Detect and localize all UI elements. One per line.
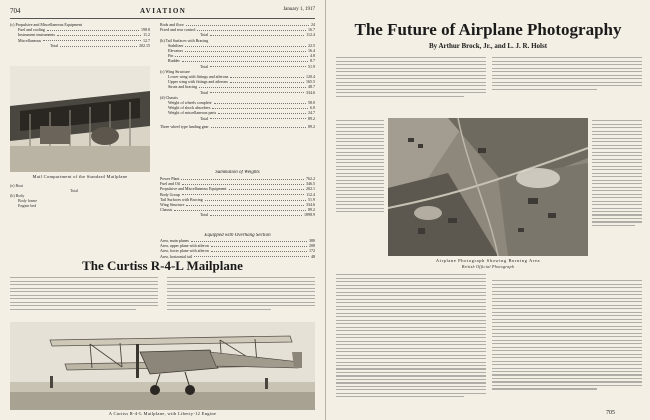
table-row: Power Plant 762.2 [160,176,315,181]
article-body-right [167,275,315,321]
table-row: Propulsive and Miscellaneous Equipment 202.1 [160,186,315,192]
table-row: Area, lower plane with aileron 172 [160,248,315,254]
table-row: (d) Chassis [160,94,178,100]
table-row: Total 51.9 [200,63,315,69]
table-row: Elevators 16.4 [168,48,315,54]
intro-right-column [492,55,642,115]
table-row: Total 334.6 [200,89,315,95]
table-row: Upper wing with fittings and ailerons 165.5 [168,79,315,85]
table-row: Three wheel type landing gear 89.2 [160,123,315,129]
table-row: Area, upper plane with aileron 208 [160,243,315,249]
summation-title: Summation of Weights [215,170,260,175]
body-right-column [492,278,642,406]
overhang-table [160,233,315,259]
table-row: Miscellaneous 12.7 [18,37,150,43]
weights-table [160,22,315,172]
table-row: Fuel and cooling 198.8 [18,27,150,33]
aerial-photo [388,118,588,256]
table-row: Total 112.4 [200,32,315,38]
table-row: Instrument instruments 11.2 [18,32,150,38]
table-row: Weight of shock absorbers 6.0 [168,105,315,111]
byline: By Arthur Brock, Jr., and L. J. R. Holst [428,42,548,50]
page-number: 705 [606,410,615,416]
summation-table [160,170,315,232]
narrow-column-left [336,118,384,253]
article-body-left [10,275,158,321]
table-row: Lower wing with fittings and ailerons 120.4 [168,74,315,80]
table-row: Tail Surfaces with Bracing 51.9 [160,196,315,202]
aerial-photo-caption: Airplane Photograph Showing Burning Area [435,258,541,263]
left-notes: (e) Boat Total (b) Body Body frame Engine bed [10,183,79,208]
table-row: Area, main planes 380 [160,238,315,243]
table-row: Fin 4.8 [168,53,315,59]
narrow-column-right [592,118,642,273]
table-row: Chassis 89.2 [160,207,315,213]
table-row: Fixed and rear control 16.7 [160,27,315,33]
table-row: Weight of miscellaneous parts 24.7 [168,110,315,116]
aerial-photo-credit: British Official Photograph [461,264,515,269]
table-row: Total 1898.9 [200,212,315,218]
mail-compartment-photo [10,66,150,172]
table-row: Rods and floor 24 [160,22,315,27]
table-row: Stabilizer 22.5 [168,42,315,48]
issue-date: January 1, 1917 [283,7,315,12]
article-title: The Future of Airplane Photography [354,20,622,39]
intro-left-column [336,55,486,115]
table-row: Area, horizontal tail 48 [160,253,315,259]
page-number: 704 [10,7,21,15]
right-page [326,0,650,420]
mailplane-photo [10,322,315,410]
table-row: Total 89.2 [200,115,315,121]
equipment-table [10,22,150,64]
running-title: AVIATION [140,7,187,15]
mailplane-caption: A Curtiss R-4-L Mailplane, with Liberty-12 Engine [108,411,217,416]
table-row: Total 202.15 [50,42,150,48]
table-row: Fuel and Oil 346.5 [160,181,315,187]
table-row: Rudder 8.7 [168,58,315,64]
table-row: Wing Structure 334.6 [160,202,315,208]
table-row: Body Group 112.4 [160,191,315,197]
overhang-title: Equipped with Overhang Section [204,233,271,238]
table-row: (c) Propulsive and Miscellaneous Equipment [10,22,82,27]
table-row: (c) Wing Structure [160,68,190,74]
left-page-header [10,6,315,19]
body-left-column [336,272,486,408]
table-row: (b) Tail Surfaces with Bracing [160,37,209,43]
table-row: Weight of wheels complete 58.0 [168,100,315,106]
table-row: Struts and bracing 48.7 [168,84,315,90]
article-title: The Curtiss R-4-L Mailplane [82,258,243,273]
mail-compartment-caption: Mail Compartment of the Standard Mailplane [32,174,128,179]
